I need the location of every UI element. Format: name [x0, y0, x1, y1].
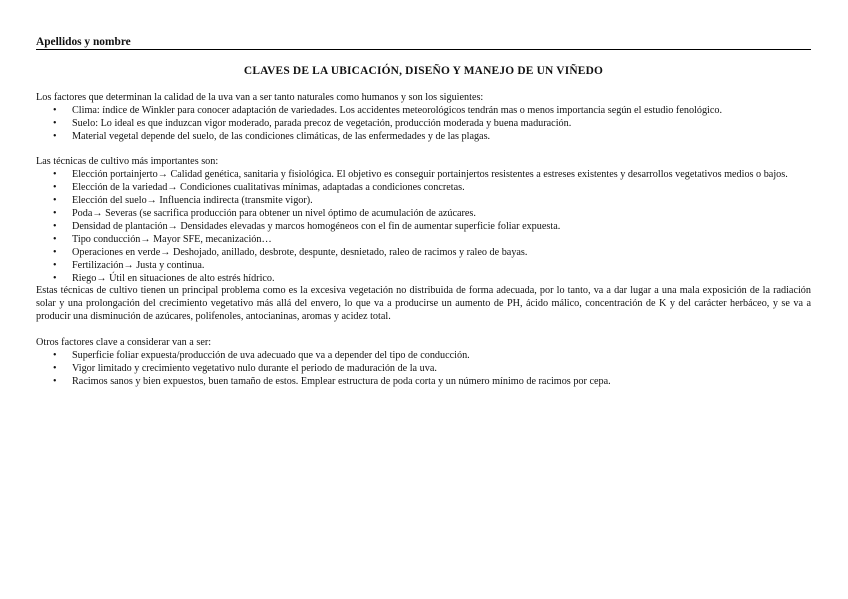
bullet-icon: •	[53, 259, 57, 271]
list-item-text: Poda→ Severas (se sacrifica producción para obtener un nivel óptimo de acumulación de azúcares.	[72, 208, 476, 220]
list-item	[36, 105, 811, 118]
bullet-icon: •	[53, 182, 57, 194]
list-item	[36, 260, 811, 273]
list-item-text: Elección del suelo→ Influencia indirecta (transmite vigor).	[72, 195, 313, 207]
paragraph-gap	[36, 144, 811, 157]
bullet-icon: •	[53, 362, 57, 374]
list-item-text: Suelo: Lo ideal es que induzcan vigor moderado, parada precoz de vegetación, producción moderada y buena maduración.	[72, 117, 572, 129]
list-item-text: Operaciones en verde→ Deshojado, anillado, desbrote, despunte, desnietado, raleo de racimos y raleo de bayas.	[72, 246, 528, 258]
bullet-icon: •	[53, 350, 57, 361]
section2-intro: Las técnicas de cultivo más importantes son:	[36, 156, 219, 168]
list-item-text: Fertilización→ Justa y continua.	[72, 259, 205, 271]
list-item	[36, 182, 811, 195]
bullet-icon: •	[53, 246, 57, 258]
list-item-text: Clima: índice de Winkler para conocer adaptación de variedades. Los accidentes meteorológicos tendrán mas o menos importancia según el estudio fenológico.	[72, 104, 723, 116]
list-item	[36, 350, 811, 363]
document-page	[36, 36, 811, 389]
list-item	[36, 118, 811, 131]
list-item	[36, 273, 811, 286]
list-item-text: Material vegetal depende del suelo, de las condiciones climáticas, de las enfermedades y de las plagas.	[72, 130, 491, 142]
list-item	[36, 208, 811, 221]
bullet-icon: •	[53, 208, 57, 220]
name-field-label: Apellidos y nombre	[36, 36, 811, 50]
list-item-text: Densidad de plantación→ Densidades elevadas y marcos homogéneos con el fin de aumentar superficie foliar expuesta.	[72, 220, 561, 232]
bullet-icon: •	[53, 375, 57, 387]
section3-list	[36, 350, 811, 389]
section1-intro: Los factores que determinan la calidad de la uva van a ser tanto naturales como humanos y son los siguientes:	[36, 91, 484, 103]
bullet-icon: •	[53, 130, 57, 142]
section3-intro: Otros factores clave a considerar van a ser:	[36, 337, 212, 349]
list-item	[36, 131, 811, 144]
list-item-text: Racimos sanos y bien expuestos, buen tamaño de estos. Emplear estructura de poda corta y un número mínimo de racimos por cepa.	[72, 375, 611, 387]
bullet-icon: •	[53, 117, 57, 129]
list-item	[36, 169, 811, 182]
list-item	[36, 221, 811, 234]
list-item	[36, 363, 811, 376]
list-item-text: Elección de la variedad→ Condiciones cualitativas mínimas, adaptadas a condiciones concretas.	[72, 182, 465, 194]
bullet-icon: •	[53, 220, 57, 232]
bullet-icon: •	[53, 169, 57, 181]
list-item-text: Vigor limitado y crecimiento vegetativo nulo durante el periodo de maduración de la uva.	[72, 362, 437, 374]
list-item	[36, 376, 811, 389]
bullet-icon: •	[53, 233, 57, 245]
section2-list	[36, 169, 811, 285]
document-title: CLAVES DE LA UBICACIÓN, DISEÑO Y MANEJO DE UN VIÑEDO	[243, 65, 604, 77]
bullet-icon: •	[53, 195, 57, 207]
paragraph-gap	[36, 324, 811, 337]
list-item-text: Elección portainjerto→ Calidad genética, sanitaria y fisiológica. El objetivo es conseguir portainjertos resistentes a estreses existentes y desarrollos vegetativos medios o bajos.	[72, 169, 788, 181]
bullet-icon: •	[53, 272, 57, 284]
list-item	[36, 195, 811, 208]
list-item	[36, 247, 811, 260]
list-item-text: Tipo conducción→ Mayor SFE, mecanización…	[72, 233, 272, 245]
list-item	[36, 234, 811, 247]
section1-list	[36, 105, 811, 144]
bullet-icon: •	[53, 104, 57, 116]
list-item-text: Riego→ Útil en situaciones de alto estrés hídrico.	[72, 272, 275, 284]
list-item-text: Superficie foliar expuesta/producción de uva adecuado que va a depender del tipo de conducción.	[72, 350, 470, 361]
section2-closing-paragraph: Estas técnicas de cultivo tienen un principal problema como es la excesiva vegetación no distribuida de forma adecuada, por lo tanto, va a dar lugar a una mala exposición de la radiación solar y una prolongación del crecimiento vegetativo más allá del envero, lo que va a producirse un aumento de PH, ácido málico, concentración de K y del carácter herbáceo, y se va a producir una disminución de azúcares, polifenoles, antocianinas, aromas y acidez total.	[36, 285, 811, 323]
